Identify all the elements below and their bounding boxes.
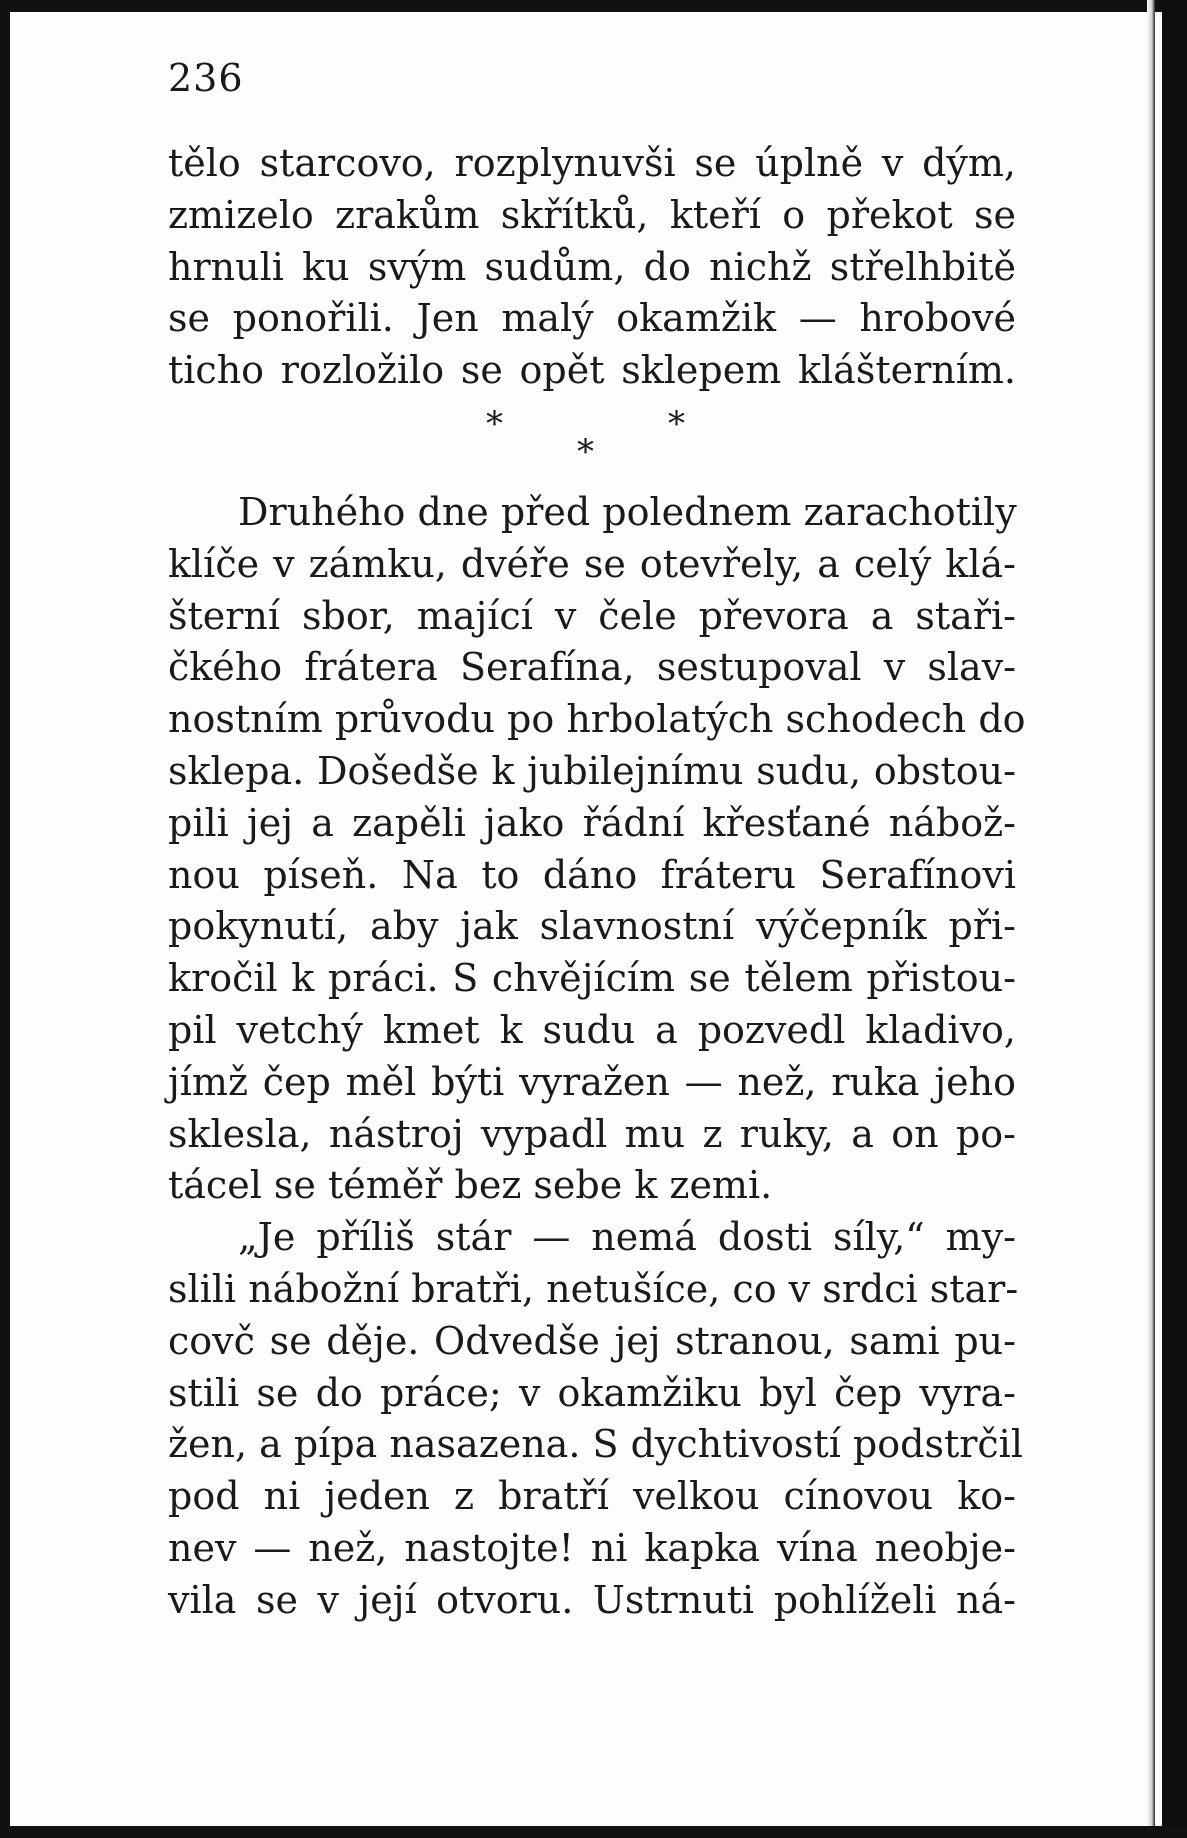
text-line: vila se v její otvoru. Ustrnuti pohlíželi ná- xyxy=(168,1577,1016,1622)
scan-border-left xyxy=(0,0,10,1838)
text-line: pili jej a zapěli jako řádní křesťané nábož- xyxy=(168,800,1016,845)
page-number: 236 xyxy=(168,56,244,100)
text-line: sklesla, nástroj vypadl mu z ruky, a on po- xyxy=(168,1111,1016,1156)
text-line: pokynutí, aby jak slavnostní výčepník při- xyxy=(168,904,1016,949)
text-line: sklepa. Došedše k jubilejnímu sudu, obstou- xyxy=(168,748,1016,793)
text-line: nostním průvodu po hrbolatých schodech do xyxy=(168,697,1026,742)
text-line: tělo starcovo, rozplynuvši se úplně v dým, xyxy=(168,141,1016,185)
page-edge-shadow xyxy=(1147,0,1155,1838)
text-line: slili nábožní bratři, netušíce, co v srdci star- xyxy=(168,1266,1019,1311)
asterisk: * xyxy=(668,403,685,444)
text-line: pod ni jeden z bratří velkou cínovou ko- xyxy=(168,1474,1016,1519)
section-separator xyxy=(168,397,1016,487)
text-line: nou píseň. Na to dáno fráteru Serafínovi xyxy=(168,852,1016,897)
asterisk: * xyxy=(486,403,503,444)
asterisk: * xyxy=(577,431,594,472)
text-line: jímž čep měl býti vyražen — než, ruka jeho xyxy=(168,1059,1016,1104)
text-line: tácel se téměř bez sebe k zemi. xyxy=(168,1163,773,1208)
text-line: žen, a pípa nasazena. S dychtivostí podstrčil xyxy=(168,1422,1023,1467)
text-line: šterní sbor, mající v čele převora a staři- xyxy=(168,593,1016,638)
paragraph-2 xyxy=(168,487,1026,1212)
text-line: covč se děje. Odvedše jej stranou, sami pu- xyxy=(168,1318,1016,1363)
text-line: „Je příliš stár — nemá dosti síly,“ my- xyxy=(238,1215,1016,1260)
text-line: se ponořili. Jen malý okamžik — hrobové xyxy=(168,296,1016,341)
scan-border-bottom xyxy=(0,1826,1187,1838)
text-line: hrnuli ku svým sudům, do nichž střelhbitě xyxy=(168,244,1016,289)
text-line: kročil k práci. S chvějícím se tělem přistou- xyxy=(168,956,1016,1001)
text-line: zmizelo zrakům skřítků, kteří o překot se xyxy=(168,192,1016,237)
text-line: nev — než, nastojte! ni kapka vína neobje- xyxy=(168,1525,1016,1570)
scan-border-top xyxy=(0,0,1187,12)
scan-border-right xyxy=(1162,0,1187,1838)
text-line: čkého frátera Serafína, sestupoval v slav- xyxy=(168,645,1016,690)
body-text xyxy=(168,138,1026,1627)
text-line: pil vetchý kmet k sudu a pozvedl kladivo, xyxy=(168,1007,1016,1052)
text-line: Druhého dne před polednem zarachotily xyxy=(238,489,1017,534)
paragraph-3 xyxy=(168,1212,1023,1626)
paragraph-1 xyxy=(168,138,1016,397)
text-line: ticho rozložilo se opět sklepem klášterním. xyxy=(168,348,1016,393)
text-line: stili se do práce; v okamžiku byl čep vyra- xyxy=(168,1370,1016,1415)
text-line: klíče v zámku, dvéře se otevřely, a celý klá- xyxy=(168,541,1016,586)
